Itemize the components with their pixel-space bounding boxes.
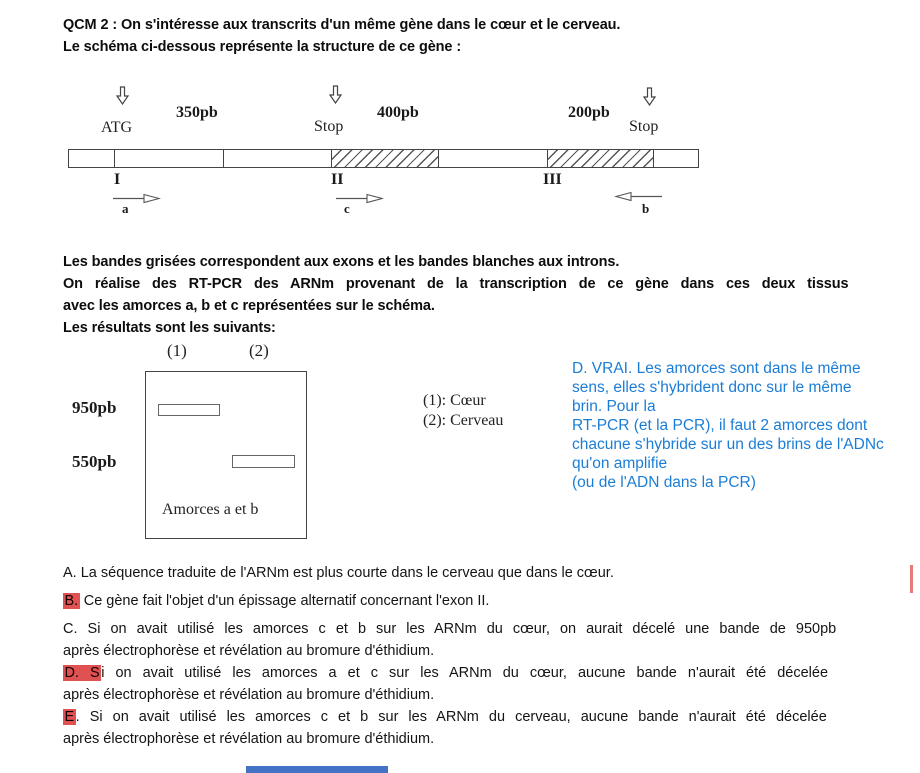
annotation-line-2: sens, elles s'hybrident donc sur le même	[572, 379, 852, 396]
bar-divider-2	[223, 150, 224, 167]
description-block	[63, 251, 848, 339]
annotation-line-4: RT-PCR (et la PCR), il faut 2 amorces dont	[572, 417, 868, 434]
bottom-section-bar	[246, 766, 388, 773]
option-e-text: . Si on avait utilisé les amorces c et b sur les ARNm du cerveau, aucune bande n'aurait été décelée	[75, 709, 827, 725]
primer-label-a: a	[122, 201, 129, 216]
option-b-highlight: B.	[64, 593, 79, 609]
option-c-line-2: après électrophorèse et révélation au bromure d'éthidium.	[63, 643, 435, 659]
atg-label: ATG	[101, 119, 133, 136]
primer-label-c: c	[344, 201, 350, 216]
primer-label-b: b	[642, 201, 650, 216]
legend-line-2: (2): Cerveau	[423, 412, 504, 429]
start-codon-arrow-icon	[116, 86, 129, 105]
exon-label-II: II	[331, 171, 344, 188]
primer-a-arrow-icon	[113, 191, 161, 205]
header-line-2: Le schéma ci-dessous représente la structure de ce gène :	[63, 39, 462, 55]
gel-caption: Amorces a et b	[162, 501, 259, 518]
gene-bar	[68, 149, 699, 168]
option-d-text: i on avait utilisé les amorces a et c sur les ARNm du cœur, aucune bande n'aurait été décelée	[101, 665, 829, 681]
description-line-3: avec les amorces a, b et c représentées sur le schéma.	[63, 298, 435, 314]
option-a: A. La séquence traduite de l'ARNm est plus courte dans le cerveau que dans le cœur.	[63, 565, 614, 581]
option-d-line-2: après électrophorèse et révélation au bromure d'éthidium.	[63, 687, 435, 703]
description-line-2: On réalise des RT-PCR des ARNm provenant de la transcription de ce gène dans ces deux tissus	[63, 276, 849, 292]
stop1-arrow-icon	[329, 85, 342, 104]
annotation-line-1: D. VRAI. Les amorces sont dans le même	[572, 360, 861, 377]
margin-marker	[910, 565, 913, 593]
annotation-line-5: chacune s'hybride sur un des brins de l'ADNc	[572, 436, 884, 453]
option-b	[63, 592, 489, 611]
exon2-hatched-band	[331, 150, 439, 167]
legend-line-1: (1): Cœur	[423, 392, 486, 409]
annotation-note	[572, 359, 884, 492]
bar-divider-1	[114, 150, 115, 167]
segment-size-400pb: 400pb	[377, 104, 419, 121]
gel-band-lane2	[232, 455, 295, 468]
exon-label-III: III	[543, 171, 562, 188]
annotation-line-7: (ou de l'ADN dans la PCR)	[572, 474, 756, 491]
exon3-hatched-band	[547, 150, 654, 167]
marker-550pb: 550pb	[72, 452, 117, 471]
exon-label-I: I	[114, 171, 121, 188]
annotation-line-3: brin. Pour la	[572, 398, 656, 415]
annotation-line-6: qu'on amplifie	[572, 455, 668, 472]
marker-950pb: 950pb	[72, 398, 117, 417]
option-e-highlight: E	[64, 709, 75, 725]
option-e-line-1	[63, 708, 827, 727]
segment-size-350pb: 350pb	[176, 104, 218, 121]
option-e-line-2: après électrophorèse et révélation au bromure d'éthidium.	[63, 731, 435, 747]
stop2-arrow-icon	[643, 87, 656, 106]
stop-label-1: Stop	[314, 118, 344, 135]
description-line-1: Les bandes grisées correspondent aux exons et les bandes blanches aux introns.	[63, 254, 620, 270]
gel-lane-1-label: (1)	[167, 341, 187, 360]
option-d-line-1	[63, 664, 828, 683]
option-d-highlight: D. S	[64, 665, 100, 681]
primer-b-arrow-icon	[614, 189, 662, 203]
stop-label-2: Stop	[629, 118, 659, 135]
gel-lane-2-label: (2)	[249, 341, 269, 360]
question-header	[63, 14, 620, 58]
gel-legend	[423, 391, 503, 431]
segment-size-200pb: 200pb	[568, 104, 610, 121]
header-line-1: QCM 2 : On s'intéresse aux transcrits d'un même gène dans le cœur et le cerveau.	[63, 17, 621, 33]
gel-band-lane1	[158, 404, 220, 416]
description-line-4: Les résultats sont les suivants:	[63, 320, 276, 336]
option-b-text: Ce gène fait l'objet d'un épissage alternatif concernant l'exon II.	[79, 593, 490, 609]
option-c-line-1: C. Si on avait utilisé les amorces c et b sur les ARNm du cœur, on aurait décelé une bande de 950pb	[63, 621, 837, 637]
